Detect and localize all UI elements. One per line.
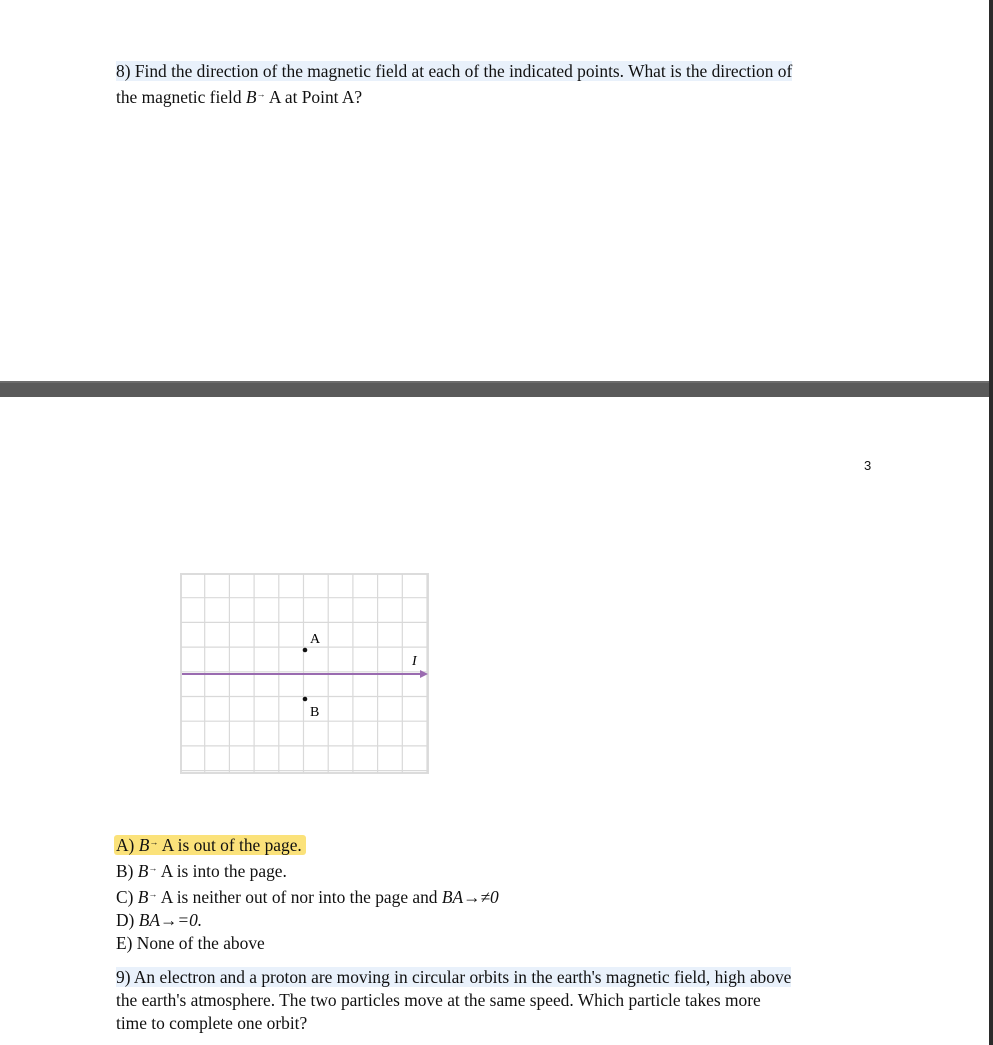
page-separator bbox=[0, 381, 993, 397]
answer-choices bbox=[116, 831, 499, 955]
choice-a-prefix: A) bbox=[116, 835, 139, 855]
point-a-dot bbox=[303, 648, 308, 653]
choice-c[interactable] bbox=[116, 883, 499, 909]
choice-a-highlight bbox=[114, 835, 306, 855]
choice-d-prefix: D) bbox=[116, 910, 139, 930]
choice-a-text: A is out of the page. bbox=[158, 835, 302, 855]
question-8-line2-suffix: A at Point A? bbox=[265, 87, 363, 107]
choice-c-formula: BA→≠0 bbox=[441, 887, 499, 907]
choice-a[interactable] bbox=[116, 831, 499, 857]
scrollbar-edge bbox=[989, 0, 993, 1045]
choice-d-formula: BA→=0. bbox=[138, 910, 203, 930]
b-symbol: B bbox=[137, 887, 149, 907]
current-label: I bbox=[412, 654, 417, 669]
choice-b-text: A is into the page. bbox=[157, 861, 287, 881]
choice-c-text: A is neither out of nor into the page and bbox=[157, 887, 442, 907]
question-9 bbox=[116, 966, 791, 1035]
point-b-dot bbox=[303, 697, 308, 702]
point-b-label: B bbox=[310, 705, 320, 720]
page-number: 3 bbox=[864, 458, 872, 473]
b-symbol: B bbox=[138, 835, 150, 855]
question-9-line2: the earth's atmosphere. The two particles move at the same speed. Which particle takes more bbox=[116, 990, 761, 1010]
page-top bbox=[0, 0, 989, 381]
question-9-line1: 9) An electron and a proton are moving in circular orbits in the earth's magnetic field, high above bbox=[116, 967, 792, 987]
choice-e[interactable] bbox=[116, 932, 499, 955]
vector-arrow-icon: → bbox=[256, 89, 266, 99]
point-a-label: A bbox=[310, 632, 321, 647]
choice-b[interactable] bbox=[116, 857, 499, 883]
question-8-line2-prefix: the magnetic field bbox=[116, 87, 246, 107]
choice-b-prefix: B) bbox=[116, 861, 138, 881]
b-symbol: B bbox=[137, 861, 149, 881]
choice-c-prefix: C) bbox=[116, 887, 138, 907]
vector-arrow-icon: → bbox=[148, 863, 158, 873]
b-symbol: B bbox=[245, 87, 257, 107]
vector-arrow-icon: → bbox=[149, 837, 159, 847]
choice-e-text: E) None of the above bbox=[116, 933, 265, 953]
question-8-line1: 8) Find the direction of the magnetic field at each of the indicated points. What is the direction of bbox=[116, 61, 793, 81]
field-diagram bbox=[180, 573, 430, 775]
question-9-line3: time to complete one orbit? bbox=[116, 1013, 308, 1033]
choice-d[interactable] bbox=[116, 909, 499, 932]
question-8 bbox=[116, 60, 792, 109]
vector-arrow-icon: → bbox=[148, 889, 158, 899]
